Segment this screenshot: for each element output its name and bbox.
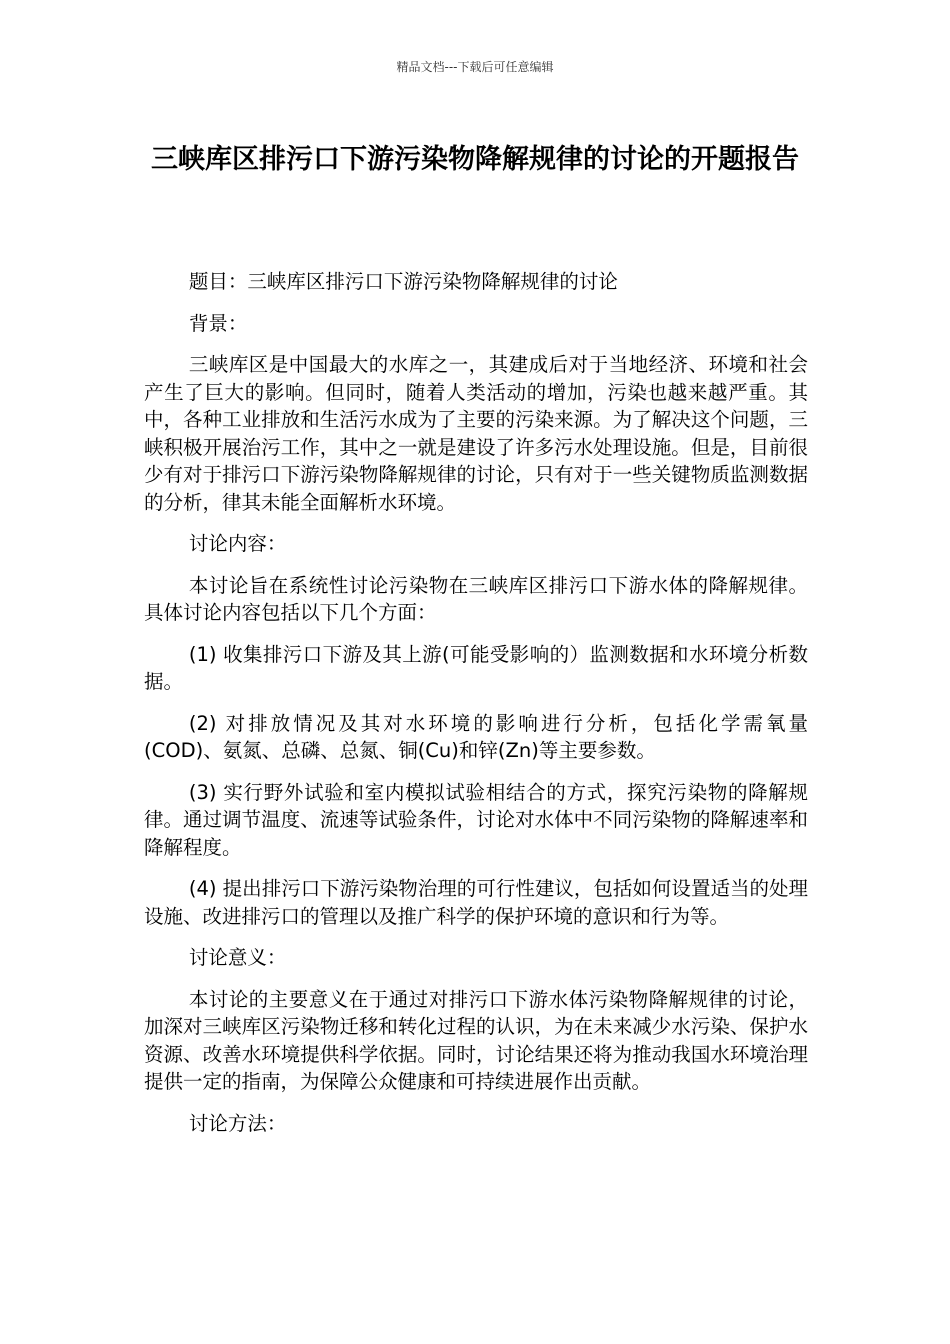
heading-background: 背景： — [188, 311, 248, 335]
heading-content: 讨论内容： — [188, 532, 287, 555]
list-item-2: (2) 对排放情况及其对水环境的影响进行分析，包括化学需氧量(COD)、氨氮、总磷、总氮、铜(Cu)和锌(Zn)等主要参数。 — [144, 711, 808, 762]
list-item-4: (4) 提出排污口下游污染物治理的可行性建议，包括如何设置适当的处理设施、改进排污口的管理以及推广科学的保护环境的意识和行为等。 — [144, 877, 808, 928]
heading-significance: 讨论意义： — [188, 946, 287, 969]
paragraph-significance: 本讨论的主要意义在于通过对排污口下游水体污染物降解规律的讨论，加深对三峡库区污染物迁移和转化过程的认识，为在未来减少水污染、保护水资源、改善水环境提供科学依据。同时，讨论结果还将为推动我国水环境治理提供一定的指南，为保障公众健康和可持续进展作出贡献。 — [144, 987, 808, 1093]
list-item-1: (1) 收集排污口下游及其上游(可能受影响的）监测数据和水环境分析数据。 — [144, 642, 808, 693]
heading-methods: 讨论方法： — [188, 1111, 287, 1135]
list-item-3: (3) 实行野外试验和室内模拟试验相结合的方式，探究污染物的降解规律。通过调节温度、流速等试验条件，讨论对水体中不同污染物的降解速率和降解程度。 — [144, 780, 808, 859]
header-note: 精品文档---下载后可任意编辑 — [396, 60, 554, 74]
document-title: 三峡库区排污口下游污染物降解规律的讨论的开题报告 — [151, 144, 799, 175]
paragraph-content-intro: 本讨论旨在系统性讨论污染物在三峡库区排污口下游水体的降解规律。具体讨论内容包括以下几个方面： — [144, 573, 808, 624]
paragraph-background: 三峡库区是中国最大的水库之一，其建成后对于当地经济、环境和社会产生了巨大的影响。但同时，随着人类活动的增加，污染也越来越严重。其中，各种工业排放和生活污水成为了主要的污染来源。为了解决这个问题，三峡积极开展治污工作，其中之一就是建设了许多污水处理设施。但是，目前很少有对于排污口下游污染物降解规律的讨论，只有对于一些关键物质监测数据的分析，律其未能全面解析水环境。 — [144, 353, 808, 514]
paragraph-topic: 题目：三峡库区排污口下游污染物降解规律的讨论 — [188, 270, 618, 293]
document-body — [144, 268, 808, 1151]
